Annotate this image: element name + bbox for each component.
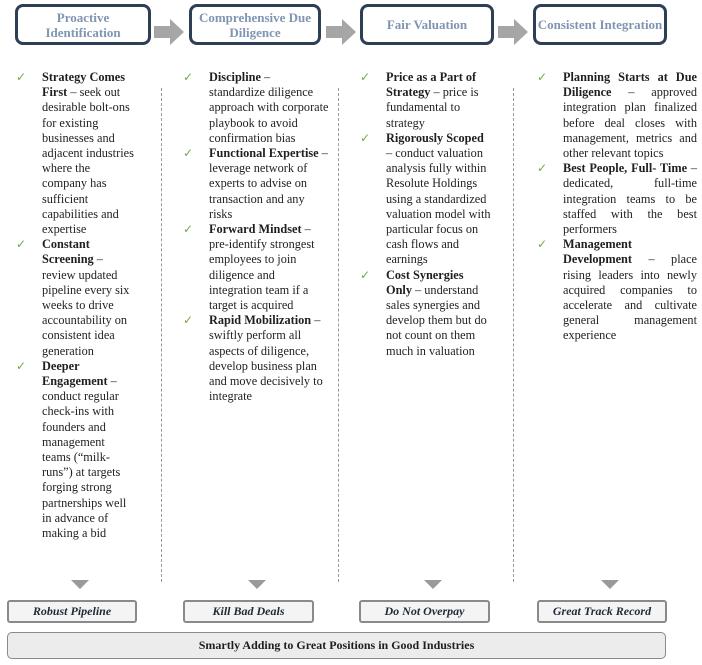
item-text: – swiftly perform all aspects of diligence, develop business plan and move decisively to integrate bbox=[209, 313, 323, 404]
list-item bbox=[183, 313, 329, 404]
item-title: Rigorously Scoped bbox=[386, 130, 484, 145]
item-title: Rapid Mobilization bbox=[209, 313, 312, 328]
item-title: Best People, Full- Time bbox=[563, 161, 688, 176]
column-fair-valuation bbox=[360, 70, 492, 359]
check-icon: ✓ bbox=[537, 161, 548, 176]
list-item bbox=[537, 161, 697, 237]
list-item bbox=[360, 268, 492, 359]
column-divider bbox=[161, 88, 162, 582]
header-label: Comprehensive Due Diligence bbox=[198, 9, 312, 40]
list-item bbox=[537, 70, 697, 161]
header-proactive-identification bbox=[15, 4, 151, 45]
outcome-label: Do Not Overpay bbox=[384, 604, 465, 618]
header-label: Consistent Integration bbox=[537, 17, 663, 32]
item-title: Planning Starts at Due Diligence bbox=[563, 70, 697, 100]
outcome-do-not-overpay bbox=[359, 600, 490, 623]
outcome-label: Kill Bad Deals bbox=[212, 604, 285, 618]
item-text: – standardize diligence approach with corporate playbook to avoid confirmation bias bbox=[209, 70, 329, 145]
outcome-kill-bad-deals bbox=[183, 600, 314, 623]
check-icon: ✓ bbox=[360, 70, 371, 84]
summary-bar bbox=[7, 632, 666, 659]
item-title: Strategy Comes First bbox=[42, 70, 125, 100]
arrow-right-icon bbox=[154, 19, 184, 45]
item-text: – review updated pipeline every six weeks to drive accountability on consistent idea generation bbox=[42, 252, 130, 358]
check-icon: ✓ bbox=[183, 222, 194, 237]
outcome-great-track-record bbox=[537, 600, 667, 623]
check-icon: ✓ bbox=[183, 313, 194, 328]
header-comprehensive-due-diligence bbox=[189, 4, 321, 45]
triangle-down-icon bbox=[424, 580, 442, 589]
list-item bbox=[360, 131, 492, 268]
outcome-robust-pipeline bbox=[7, 600, 137, 623]
item-text: – place rising leaders into newly acquired companies to accelerate and cultivate general management experience bbox=[563, 252, 697, 343]
check-icon: ✓ bbox=[183, 70, 194, 84]
check-icon: ✓ bbox=[16, 358, 27, 373]
check-icon: ✓ bbox=[537, 237, 548, 252]
header-consistent-integration bbox=[533, 4, 667, 45]
item-title: Discipline bbox=[209, 70, 261, 84]
column-comprehensive-due-diligence bbox=[183, 70, 329, 404]
item-text: – price is fundamental to strategy bbox=[386, 85, 479, 130]
list-item bbox=[16, 70, 136, 237]
item-text: – understand sales synergies and develop them but do not count on them much in valuation bbox=[386, 282, 487, 358]
check-icon: ✓ bbox=[360, 267, 371, 282]
item-title: Forward Mindset bbox=[209, 222, 302, 237]
arrow-right-icon bbox=[498, 19, 528, 45]
list-item bbox=[537, 237, 697, 343]
header-label: Fair Valuation bbox=[386, 17, 468, 32]
item-text: – conduct valuation analysis fully within Resolute Holdings using a standardized valuation model with particular focus on cash flows and earnings bbox=[386, 146, 491, 267]
summary-label: Smartly Adding to Great Positions in Good Industries bbox=[198, 638, 475, 652]
list-item bbox=[16, 237, 136, 359]
triangle-down-icon bbox=[248, 580, 266, 589]
list-item bbox=[183, 146, 329, 222]
item-text: – conduct regular check-ins with founders and management teams (“milk-runs”) at targets forging strong partnerships well in advance of making a bid bbox=[42, 374, 127, 541]
check-icon: ✓ bbox=[360, 130, 371, 145]
outcome-label: Great Track Record bbox=[552, 604, 652, 618]
item-title: Functional Expertise bbox=[209, 146, 319, 161]
outcome-label: Robust Pipeline bbox=[32, 604, 112, 618]
column-divider bbox=[513, 88, 514, 582]
list-item bbox=[183, 222, 329, 313]
triangle-down-icon bbox=[71, 580, 89, 589]
item-title: Deeper Engagement bbox=[42, 358, 108, 389]
check-icon: ✓ bbox=[537, 70, 548, 84]
list-item bbox=[16, 359, 136, 541]
item-text: – dedicated, full-time integration teams to be staffed with the best performers bbox=[563, 161, 697, 237]
item-title: Management Development bbox=[563, 237, 632, 267]
check-icon: ✓ bbox=[183, 146, 194, 161]
triangle-down-icon bbox=[601, 580, 619, 589]
item-text: – seek out desirable bolt-ons for existing businesses and adjacent industries where the company has sufficient capabilities and expertise bbox=[42, 85, 134, 237]
header-label: Proactive Identification bbox=[45, 9, 121, 40]
check-icon: ✓ bbox=[16, 237, 27, 252]
column-proactive-identification bbox=[16, 70, 136, 541]
list-item bbox=[183, 70, 329, 146]
item-text: – pre-identify strongest employees to join diligence and integration team if a target is acquired bbox=[209, 222, 315, 313]
column-consistent-integration bbox=[537, 70, 697, 344]
item-text: – approved integration plan finalized before deal closes with management, metrics and other relevant topics bbox=[563, 85, 697, 161]
item-title: Price as a Part of Strategy bbox=[386, 70, 477, 100]
item-title: Constant Screening bbox=[42, 237, 94, 267]
header-fair-valuation bbox=[360, 4, 494, 45]
item-title: Cost Synergies Only bbox=[386, 267, 464, 297]
item-text: – leverage network of experts to advise on transaction and any risks bbox=[209, 146, 328, 221]
column-divider bbox=[338, 88, 339, 582]
list-item bbox=[360, 70, 492, 131]
arrow-right-icon bbox=[326, 19, 356, 45]
check-icon: ✓ bbox=[16, 70, 27, 84]
